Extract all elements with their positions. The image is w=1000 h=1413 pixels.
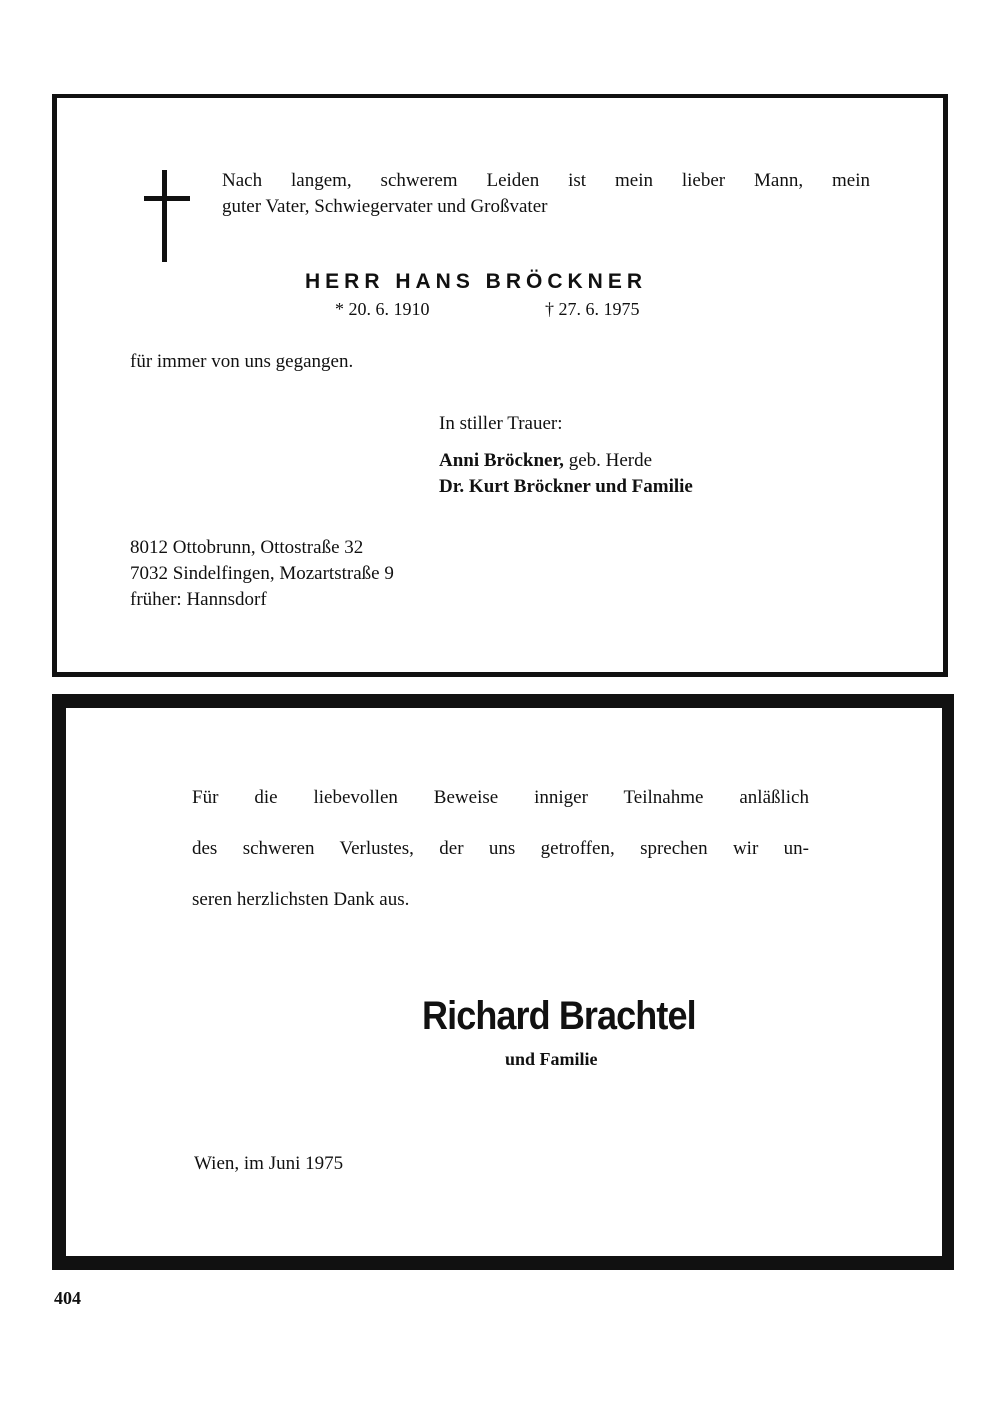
address-line-2: 7032 Sindelfingen, Mozartstraße 9	[130, 563, 394, 584]
mourning-label: In stiller Trauer:	[439, 413, 563, 434]
mourner-2: Dr. Kurt Bröckner und Familie	[439, 476, 693, 497]
intro-line-1: Nach langem, schwerem Leiden ist mein lieber Mann, mein	[222, 170, 870, 191]
thanks-line-1: Für die liebevollen Beweise inniger Teilnahme anläßlich	[192, 787, 809, 808]
sender-family: und Familie	[505, 1049, 598, 1069]
thanks-line-3: seren herzlichsten Dank aus.	[192, 889, 410, 910]
death-date: † 27. 6. 1975	[545, 299, 640, 319]
sender-name: Richard Brachtel	[422, 994, 696, 1038]
place-date: Wien, im Juni 1975	[194, 1153, 344, 1174]
thanks-line-2: des schweren Verlustes, der uns getroffen, sprechen wir un-	[192, 838, 809, 859]
address-line-1: 8012 Ottobrunn, Ottostraße 32	[130, 537, 364, 558]
thank-you-notice-frame	[52, 694, 954, 1270]
deceased-name: HERR HANS BRÖCKNER	[305, 270, 648, 293]
cross-icon	[162, 170, 167, 262]
address-line-3: früher: Hannsdorf	[130, 589, 267, 610]
mourner-1	[439, 448, 652, 474]
passed-away-text: für immer von uns gegangen.	[130, 351, 354, 372]
intro-line-2: guter Vater, Schwiegervater und Großvater	[222, 196, 548, 217]
page-number: 404	[54, 1288, 81, 1308]
mourner-1-name: Anni Bröckner,	[439, 450, 564, 471]
mourner-1-maiden-name: geb. Herde	[568, 450, 653, 471]
cross-icon-bar	[144, 196, 190, 201]
birth-date: * 20. 6. 1910	[335, 299, 430, 319]
